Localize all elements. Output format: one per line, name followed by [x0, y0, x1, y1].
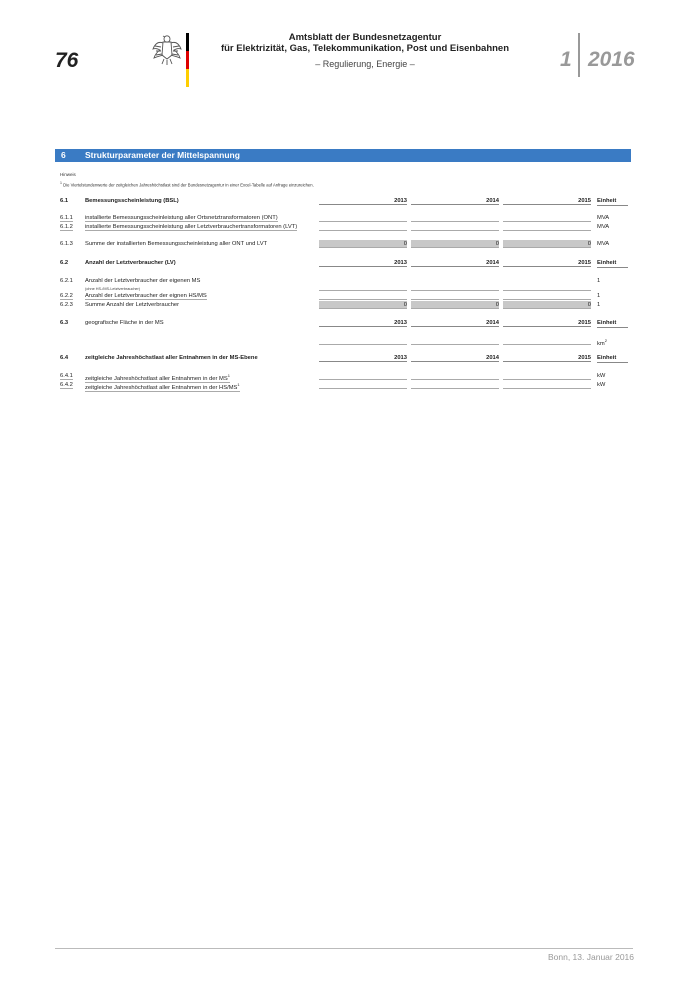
row-label [85, 382, 240, 392]
value-field-2015[interactable] [503, 214, 591, 222]
value-field-2014[interactable] [411, 214, 499, 222]
row-unit: MVA [597, 224, 610, 230]
value-field-2015[interactable] [503, 381, 591, 389]
value-field-2014[interactable] [411, 223, 499, 231]
row-unit: kW [597, 373, 606, 379]
row-number: 6.2.1 [60, 278, 73, 284]
sum-value-2015: 0 [503, 240, 591, 248]
group-title: zeitgleiche Jahreshöchstlast aller Entnahmen in der MS-Ebene [85, 355, 258, 361]
group-number: 6.1 [60, 198, 69, 204]
value-field-2013[interactable] [319, 337, 407, 345]
row-label-text: zeitgleiche Jahreshöchstlast aller Entnahmen in der MS [85, 375, 228, 382]
value-field-2015[interactable] [503, 223, 591, 231]
footnote-ref: 1 [227, 373, 230, 378]
footnote-text: Die Viertelstundenwerte der zeitgleichen Jahreshöchstlast sind der Bundesnetzagentur in einer Excel-Tabelle auf Anfrage einzureichen. [63, 182, 314, 188]
row-label: Anzahl der Letztverbraucher der eigenen MS [85, 278, 201, 284]
table-row-6-2-1 [60, 277, 628, 291]
col-year-2015: 2015 [503, 197, 591, 205]
table-row-6-4-2 [60, 381, 628, 390]
value-field-2014[interactable] [411, 337, 499, 345]
row-number: 6.2.2 [60, 293, 73, 299]
row-unit: 1 [597, 302, 601, 308]
footnote-ref: 1 [237, 382, 240, 387]
issue-number: 1 [560, 48, 572, 71]
group-number: 6.4 [60, 355, 69, 361]
value-field-2013[interactable] [319, 214, 407, 222]
footnote-mark: 1 [60, 181, 62, 185]
value-field-2014[interactable] [411, 292, 499, 300]
row-sublabel: (ohne HS-/MS-Letztverbraucher) [85, 287, 141, 291]
row-unit: MVA [597, 241, 610, 247]
value-field-2013[interactable] [319, 283, 407, 291]
section-number: 6 [61, 150, 66, 160]
flag-stripes [186, 33, 189, 87]
group-header-6-2 [60, 259, 628, 268]
footer-place-date: Bonn, 13. Januar 2016 [547, 952, 634, 962]
value-field-2015[interactable] [503, 292, 591, 300]
group-title: Bemessungsscheinleistung (BSL) [85, 198, 179, 204]
col-unit: Einheit [597, 198, 628, 206]
col-unit: Einheit [597, 320, 628, 328]
value-field-2015[interactable] [503, 337, 591, 345]
group-number: 6.2 [60, 260, 69, 266]
sum-value-2014: 0 [411, 301, 499, 309]
table-row-6-2-2 [60, 292, 628, 301]
col-year-2014: 2014 [411, 259, 499, 267]
value-field-2014[interactable] [411, 381, 499, 389]
table-row-6-1-2 [60, 223, 628, 232]
row-unit: MVA [597, 215, 610, 221]
row-number: 6.1.1 [60, 215, 73, 221]
table-row-6-2-3 [60, 301, 628, 310]
col-year-2013: 2013 [319, 354, 407, 362]
value-field-2013[interactable] [319, 292, 407, 300]
masthead [200, 32, 530, 69]
table-row-6-1-1 [60, 214, 628, 223]
masthead-title-line2: für Elektrizität, Gas, Telekommunikation, Post und Eisenbahnen [220, 43, 510, 54]
masthead-subtitle: – Regulierung, Energie – [315, 59, 415, 69]
value-field-2013[interactable] [319, 381, 407, 389]
row-label: Anzahl der Letztverbraucher der eignen HS/MS [85, 293, 207, 299]
footnote [60, 181, 314, 187]
row-unit: 1 [597, 293, 601, 299]
col-year-2015: 2015 [503, 259, 591, 267]
group-header-6-3 [60, 319, 628, 328]
row-label: Summe der installierten Bemessungsscheinleistung aller ONT und LVT [85, 241, 268, 247]
value-field-2014[interactable] [411, 372, 499, 380]
col-year-2013: 2013 [319, 197, 407, 205]
row-number: 6.4.1 [60, 373, 73, 379]
group-title: Anzahl der Letztverbraucher (LV) [85, 260, 176, 266]
masthead-title-line1: Amtsblatt der Bundesnetzagentur [288, 32, 442, 43]
col-unit: Einheit [597, 260, 628, 268]
sum-value-2013: 0 [319, 240, 407, 248]
col-year-2015: 2015 [503, 354, 591, 362]
unit-exponent: 2 [604, 338, 607, 343]
col-year-2013: 2013 [319, 319, 407, 327]
value-field-2015[interactable] [503, 283, 591, 291]
footer-divider [55, 948, 633, 949]
group-title: geografische Fläche in der MS [85, 320, 164, 326]
group-number: 6.3 [60, 320, 69, 326]
hint-label: Hinweis [60, 172, 76, 177]
row-unit: 1 [597, 278, 601, 284]
col-year-2014: 2014 [411, 319, 499, 327]
issue-divider [578, 33, 580, 77]
page-number: 76 [55, 49, 79, 72]
value-field-2013[interactable] [319, 223, 407, 231]
value-field-2015[interactable] [503, 372, 591, 380]
row-number: 6.2.3 [60, 302, 73, 308]
row-number: 6.1.2 [60, 224, 73, 230]
value-field-2014[interactable] [411, 283, 499, 291]
col-year-2014: 2014 [411, 354, 499, 362]
value-field-2013[interactable] [319, 372, 407, 380]
table-row-6-3 [60, 337, 628, 346]
row-number: 6.4.2 [60, 382, 73, 388]
table-row-6-4-1 [60, 372, 628, 381]
group-header-6-4 [60, 354, 628, 363]
row-label: Summe Anzahl der Letztverbraucher [85, 302, 180, 308]
section-header [55, 149, 631, 162]
row-unit [597, 338, 607, 347]
row-number: 6.1.3 [60, 241, 73, 247]
row-label-text: zeitgleiche Jahreshöchstlast aller Entnahmen in der HS/MS [85, 384, 238, 391]
col-year-2014: 2014 [411, 197, 499, 205]
unit-base: km [597, 340, 605, 347]
col-year-2013: 2013 [319, 259, 407, 267]
group-header-6-1 [60, 197, 628, 206]
sum-value-2013: 0 [319, 301, 407, 309]
col-year-2015: 2015 [503, 319, 591, 327]
table-row-6-1-3 [60, 240, 628, 249]
section-title: Strukturparameter der Mittelspannung [85, 150, 240, 160]
row-unit: kW [597, 382, 606, 388]
federal-eagle-icon [152, 33, 182, 67]
issue-year: 2016 [588, 48, 635, 71]
sum-value-2014: 0 [411, 240, 499, 248]
row-label: installierte Bemessungsscheinleistung aller Ortsnetztransformatoren (ONT) [85, 215, 278, 221]
col-unit: Einheit [597, 355, 628, 363]
row-label: installierte Bemessungsscheinleistung aller Letztverbrauchertransformatoren (LVT) [85, 224, 298, 230]
issue-label [560, 48, 635, 72]
sum-value-2015: 0 [503, 301, 591, 309]
